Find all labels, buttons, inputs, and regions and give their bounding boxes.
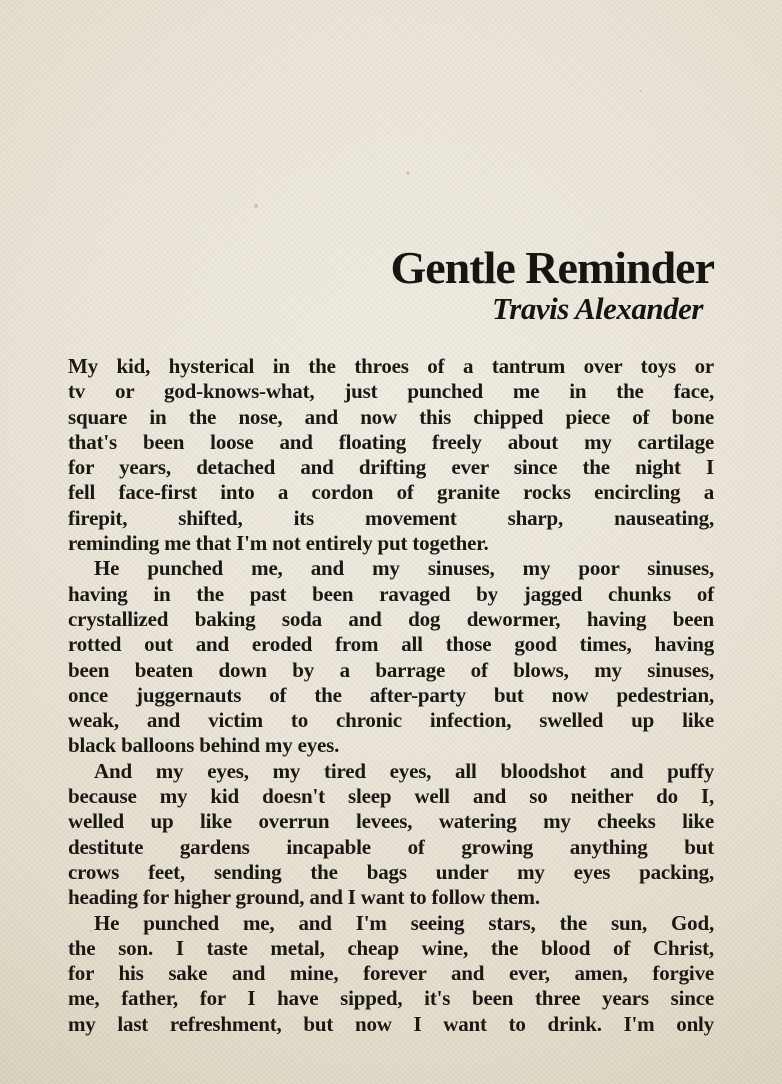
poem-line: for his sake and mine, forever and ever, amen, forgive [68,961,714,986]
poem-line: reminding me that I'm not entirely put together. [68,531,489,556]
poem-line: heading for higher ground, and I want to follow them. [68,885,540,910]
poem-line: once juggernauts of the after-party but now pedestrian, [68,682,714,707]
poem-line: for years, detached and drifting ever since the night I [68,455,714,480]
poem-line: firepit, shifted, its movement sharp, nauseating, [68,505,714,530]
poem-line: crystallized baking soda and dog dewormer, having been [68,606,714,631]
poem-line: been beaten down by a barrage of blows, my sinuses, [68,657,714,682]
poem-line: my last refreshment, but now I want to drink. I'm only [68,1011,714,1036]
poem-line: that's been loose and floating freely about my cartilage [68,429,714,454]
poem-line: He punched me, and my sinuses, my poor sinuses, [94,556,714,581]
poem-line: weak, and victim to chronic infection, swelled up like [68,708,714,733]
poem-line: rotted out and eroded from all those good times, having [68,632,714,657]
poem-line: the son. I taste metal, cheap wine, the blood of Christ, [68,935,714,960]
poem-author: Travis Alexander [492,291,703,326]
poem-line: And my eyes, my tired eyes, all bloodshot and puffy [94,758,714,783]
paper-specks [0,0,2,2]
poem-line: because my kid doesn't sleep well and so neither do I, [68,784,714,809]
poem-body [68,354,714,1037]
poem-line: having in the past been ravaged by jagged chunks of [68,581,714,606]
poem-line: tv or god-knows-what, just punched me in the face, [68,379,714,404]
poem-line: welled up like overrun levees, watering my cheeks like [68,809,714,834]
poem-title: Gentle Reminder [390,242,714,293]
poem-line: square in the nose, and now this chipped piece of bone [68,404,714,429]
poem-line: fell face-first into a cordon of granite rocks encircling a [68,480,714,505]
poem-header [390,243,714,325]
poem-line: He punched me, and I'm seeing stars, the sun, God, [94,910,714,935]
poem-line: black balloons behind my eyes. [68,733,340,758]
poem-line: destitute gardens incapable of growing anything but [68,834,714,859]
poem-line: me, father, for I have sipped, it's been three years since [68,986,714,1011]
poem-line: My kid, hysterical in the throes of a tantrum over toys or [68,354,714,378]
poem-line: crows feet, sending the bags under my eyes packing, [68,859,714,884]
